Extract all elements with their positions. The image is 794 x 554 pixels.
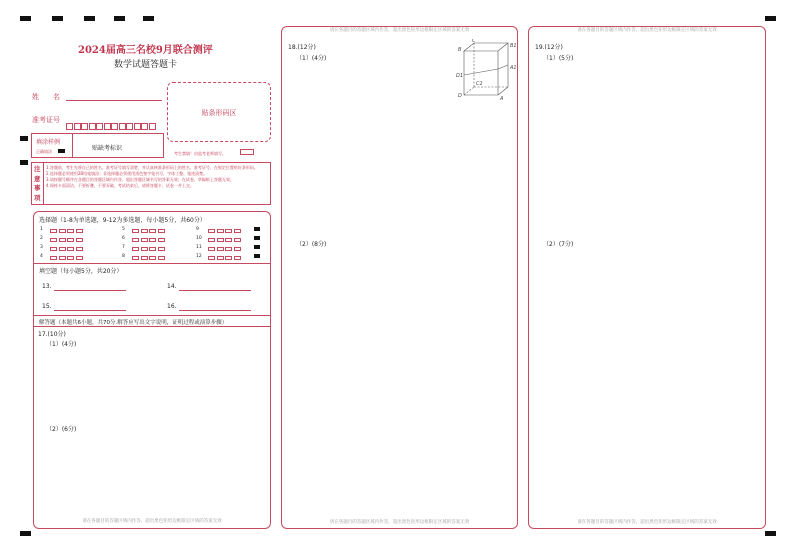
mc-options-9-12[interactable] <box>208 225 242 261</box>
q15-answer-line[interactable] <box>54 310 126 311</box>
q14-label: 14. <box>167 283 177 290</box>
figure-label: C <box>472 39 476 44</box>
timing-mark <box>114 16 125 21</box>
q17-part2-label: （2）(6分) <box>46 426 77 433</box>
q16-label: 16. <box>167 303 177 310</box>
divider <box>34 326 270 327</box>
fill-correct-label: 正确填涂 <box>36 149 52 154</box>
timing-block <box>254 227 260 231</box>
notes-box <box>31 162 271 205</box>
q13-answer-line[interactable] <box>54 290 126 291</box>
q17-part2-answer-area[interactable] <box>38 434 266 514</box>
q15-label: 15. <box>42 303 52 310</box>
answer-heading: 解答题（本题共6小题，共70分.解答应写出文字说明，证明过程或演算步骤） <box>39 320 228 326</box>
mc-number: 10 <box>196 236 202 241</box>
divider <box>34 263 270 264</box>
mc-number: 5 <box>122 227 125 232</box>
col1-answer-frame <box>33 211 271 529</box>
timing-block <box>254 245 260 249</box>
q18-part2-answer-area[interactable] <box>286 249 513 509</box>
notes-heading: 注意事项 <box>34 165 41 202</box>
boundary-warning: 请在各题目的答题区域内作答，超出黑色矩形边框限定区域的答案无效 <box>329 520 470 525</box>
exam-title: 2024届高三名校9月联合测评 <box>78 45 213 56</box>
q18-part1-label: （1）(4分) <box>296 55 327 62</box>
absent-note: 考生禁填！由监考老师填写。 <box>174 151 226 156</box>
timing-mark <box>20 16 31 21</box>
boundary-warning: 请在各题目的答题区域内作答，超出黑色矩形边框限定区域的答案无效 <box>577 520 717 525</box>
mc-number: 9 <box>196 227 199 232</box>
col3-answer-frame <box>528 26 766 529</box>
mc-grid <box>40 225 266 261</box>
boundary-warning: 请在各题目的答题区域内作答，超出黑色矩形边框限定区域的答案无效 <box>329 28 470 33</box>
boundary-warning: 请在各题目的答题区域内作答，超出黑色矩形边框限定区域的答案无效 <box>82 519 222 524</box>
exam-no-boxes[interactable] <box>66 115 156 134</box>
mc-number: 11 <box>196 245 202 250</box>
absent-checkbox[interactable] <box>240 149 254 155</box>
timing-mark <box>765 16 776 21</box>
divider <box>34 315 270 316</box>
figure-label: B1 <box>510 43 517 49</box>
q19-part2-label: （2）(7分) <box>543 241 574 248</box>
note-item: 4.保持卡面清洁，不要折叠、不要弄破，考试结束后，请将答题卡、试卷一并上交。 <box>46 183 194 188</box>
missing-mark-label: 贴缺考标识 <box>92 145 123 152</box>
q19-part2-answer-area[interactable] <box>533 249 761 509</box>
mc-number: 7 <box>122 245 125 250</box>
note-item: 2.选择题必须使用2B铅笔填涂；非选择题必须使用黑色签字笔书写，字体工整、笔迹清楚。 <box>46 171 208 176</box>
timing-block <box>254 254 260 258</box>
figure-label: C1 <box>476 81 483 87</box>
name-label: 姓 名 <box>32 93 60 101</box>
timing-mark <box>143 16 154 21</box>
mc-number: 4 <box>40 254 43 259</box>
q16-answer-line[interactable] <box>179 310 251 311</box>
col2-answer-frame <box>281 26 518 529</box>
card-subtitle: 数学试题答题卡 <box>114 60 178 70</box>
exam-no-label: 准考证号 <box>32 116 60 124</box>
q17-part1-answer-area[interactable] <box>38 348 266 418</box>
mc-number: 1 <box>40 227 43 232</box>
mc-number: 8 <box>122 254 125 259</box>
q13-label: 13. <box>42 283 52 290</box>
fill-example-label: 填涂样例 <box>36 139 61 146</box>
q19-part1-label: （1）(5分) <box>543 55 574 62</box>
mc-heading: 选择题（1-8为单选题，9-12为多选题，每小题5分，共60分） <box>39 217 206 224</box>
mc-number: 2 <box>40 236 43 241</box>
mc-number: 6 <box>122 236 125 241</box>
figure-label: A <box>500 96 504 101</box>
q17-part1-label: （1）(4分) <box>46 341 77 348</box>
note-item: 3.请按题号顺序在各题目的答题区域内作答，超出答题区域书写的答案无效；在试卷、草稿纸上答题无效。 <box>46 177 234 182</box>
q19-label: 19.(12分) <box>535 44 563 51</box>
barcode-area <box>167 82 271 142</box>
mc-number: 12 <box>196 254 202 259</box>
figure-label: D1 <box>456 73 464 79</box>
q14-answer-line[interactable] <box>179 290 251 291</box>
timing-mark <box>20 136 28 141</box>
mc-options-1-4[interactable] <box>50 225 84 261</box>
timing-block <box>254 236 260 240</box>
name-field[interactable] <box>66 100 162 101</box>
timing-mark <box>765 531 776 536</box>
figure-label: B <box>458 47 462 53</box>
mc-options-5-8[interactable] <box>132 225 166 261</box>
mc-number: 3 <box>40 245 43 250</box>
fill-sample-icon <box>58 149 65 153</box>
figure-label: D <box>458 93 462 99</box>
timing-mark <box>84 16 95 21</box>
note-item: 1.答题前，考生先将自己的姓名、准考证号填写清楚，并认真核准条形码上的姓名、准考证号，在规定位置贴好条形码。 <box>46 165 258 170</box>
q18-part1-answer-area[interactable] <box>286 63 513 233</box>
fill-blank-heading: 填空题（每小题5分，共20分） <box>39 268 123 275</box>
boundary-warning: 请在各题目的答题区域内作答，超出黑色矩形边框限定区域的答案无效 <box>577 28 717 33</box>
q19-part1-answer-area[interactable] <box>533 63 761 233</box>
timing-mark <box>52 16 63 21</box>
timing-mark <box>20 531 31 536</box>
barcode-label: 贴条形码区 <box>201 109 237 117</box>
q17-label: 17.(10分) <box>38 331 66 338</box>
figure-label: A1 <box>510 65 517 71</box>
q18-label: 18.(12分) <box>288 44 316 51</box>
fill-example-box <box>31 133 164 158</box>
timing-mark <box>20 160 28 165</box>
q18-part2-label: （2）(8分) <box>296 241 327 248</box>
